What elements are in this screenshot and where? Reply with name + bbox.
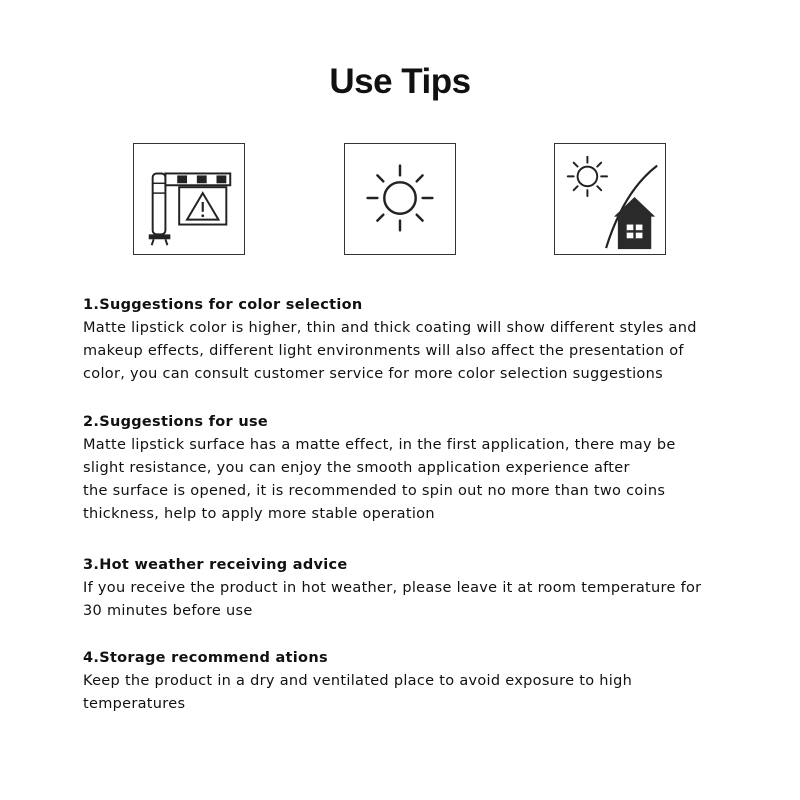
tip-line: Keep the product in a dry and ventilated place to avoid exposure to high (83, 673, 633, 689)
tip-use (83, 411, 676, 526)
icon-panel-sun (344, 143, 456, 255)
hazard-barrier-icon (134, 144, 244, 254)
tip-line: color, you can consult customer service for more color selection suggestions (83, 366, 663, 382)
tip-line: slight resistance, you can enjoy the smooth application experience after (83, 460, 630, 476)
tip-storage (83, 647, 632, 716)
tip-heading: 2.Suggestions for use (83, 414, 269, 430)
tip-color-selection (83, 294, 697, 386)
tip-line: the surface is opened, it is recommended to spin out no more than two coins (83, 483, 666, 499)
icon-panel-barrier (133, 143, 245, 255)
tip-line: 30 minutes before use (83, 603, 253, 619)
tip-line: thickness, help to apply more stable operation (83, 506, 435, 522)
sun-icon (345, 144, 455, 254)
tip-line: If you receive the product in hot weather, please leave it at room temperature for (83, 580, 702, 596)
tip-heading: 4.Storage recommend ations (83, 650, 328, 666)
sun-house-icon (555, 144, 665, 254)
tip-line: Matte lipstick surface has a matte effect, in the first application, there may be (83, 437, 676, 453)
tip-heading: 1.Suggestions for color selection (83, 297, 363, 313)
tip-heading: 3.Hot weather receiving advice (83, 557, 348, 573)
tip-line: temperatures (83, 696, 186, 712)
tip-line: Matte lipstick color is higher, thin and thick coating will show different styles and (83, 320, 697, 336)
page-title: Use Tips (329, 62, 471, 101)
tip-line: makeup effects, different light environments will also affect the presentation of (83, 343, 684, 359)
tip-hot-weather (83, 554, 701, 623)
icon-panel-sun-house (554, 143, 666, 255)
